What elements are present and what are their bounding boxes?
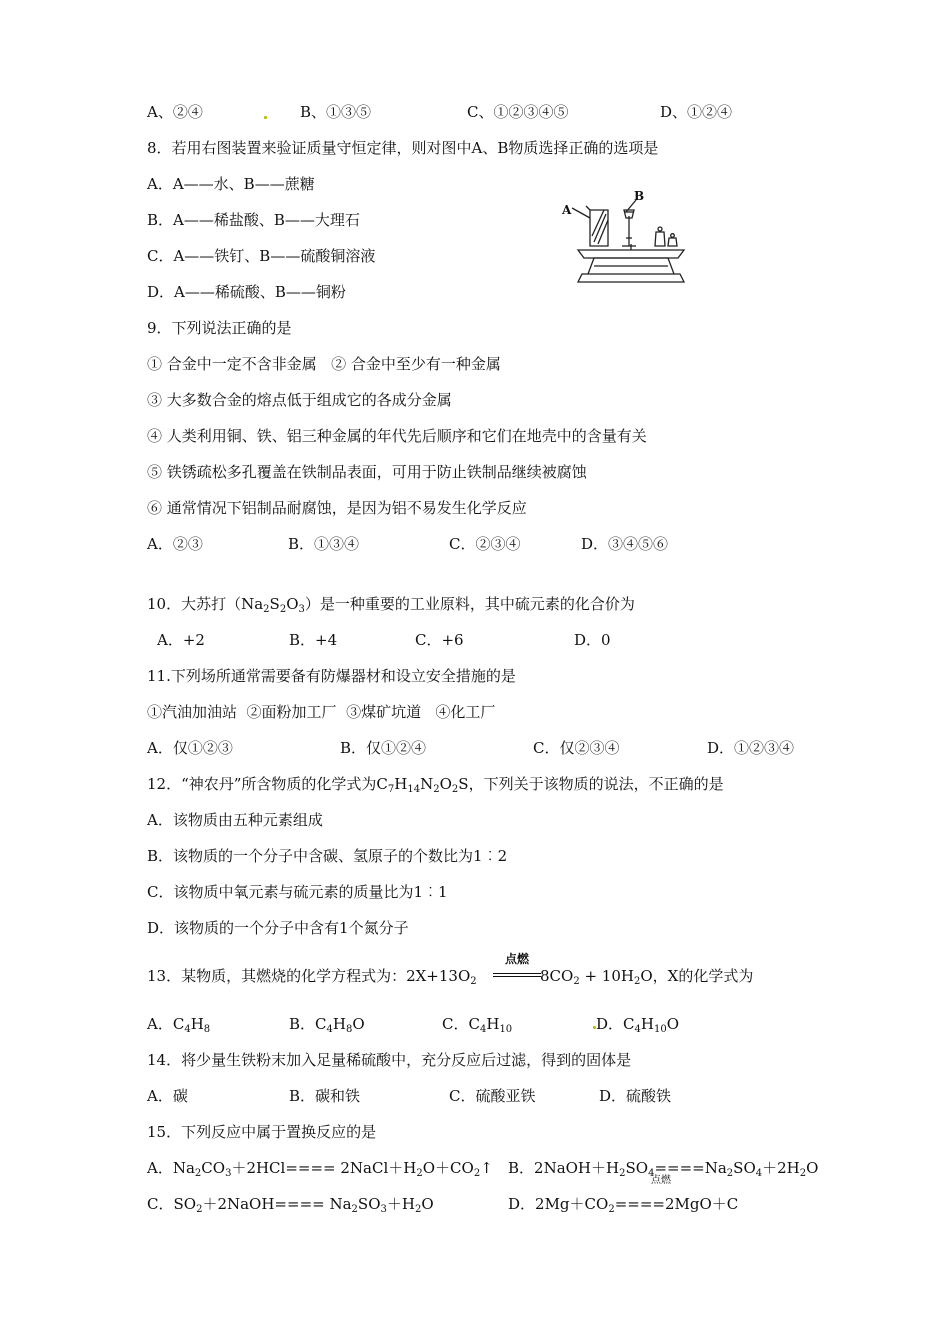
q13-option-b: B．$C_4H_8O$ <box>289 1015 365 1035</box>
q15-option-a: A．$Na_2CO_3+2HCl====$ $2NaCl+H_2O+CO_2↑$ <box>147 1159 493 1179</box>
q9-option-b: B．①③④ <box>288 535 360 553</box>
q8-option-d: D．A——稀硫酸、B——铜粉 <box>147 283 346 301</box>
q11-option-b: B．仅①②④ <box>340 739 427 757</box>
q13-stem-right: $8CO_2 + 10H_2O$，X的化学式为 <box>540 967 754 987</box>
q15-option-b: B．$2NaOH+H_2SO_4====Na_2SO_4+2H_2O$ <box>508 1159 819 1179</box>
q10-option-d: D．0 <box>574 631 611 649</box>
q12-option-b: B．该物质的一个分子中含碳、氢原子的个数比为1︰2 <box>147 847 508 865</box>
q13-option-d: D．$C_4H_{10}O$ <box>596 1015 680 1035</box>
q11-stem: 11.下列场所通常需要备有防爆器材和设立安全措施的是 <box>147 667 516 685</box>
q14-option-d: D．硫酸铁 <box>599 1087 672 1105</box>
q12-stem: 12．“神农丹”所含物质的化学式为$C_7H_{14}N_2O_2S$，下列关于该物质的说法，不正确的是 <box>147 775 724 795</box>
q14-option-b: B．碳和铁 <box>289 1087 361 1105</box>
q10-option-b: B．+4 <box>289 631 338 649</box>
q14-option-c: C．硫酸亚铁 <box>449 1087 536 1105</box>
q14-stem: 14．将少量生铁粉末加入足量稀硫酸中，充分反应后过滤，得到的固体是 <box>147 1051 632 1069</box>
q11-option-d: D．①②③④ <box>707 739 795 757</box>
q9-option-a: A．②③ <box>147 535 203 553</box>
q8-option-c: C．A——铁钉、B——硫酸铜溶液 <box>147 247 376 265</box>
q13-equals-bar-top <box>493 973 541 974</box>
figure-label-a: A <box>562 203 572 217</box>
q15-b-condition: 点燃 <box>651 1175 671 1186</box>
q9-stem: 9．下列说法正确的是 <box>147 319 292 337</box>
q12-option-d: D．该物质的一个分子中含有1个氮分子 <box>147 919 409 937</box>
q11-items: ①汽油加油站 ②面粉加工厂 ③煤矿坑道 ④化工厂 <box>147 703 496 721</box>
q15-stem: 15．下列反应中属于置换反应的是 <box>147 1123 377 1141</box>
q13-stem-left: 13．某物质，其燃烧的化学方程式为：$2X+13O_2$ <box>147 967 477 987</box>
q14-option-a: A．碳 <box>147 1087 188 1105</box>
q9-statement-4: ④ 人类利用铜、铁、铝三种金属的年代先后顺序和它们在地壳中的含量有关 <box>147 427 647 445</box>
q10-option-a: A．+2 <box>157 631 205 649</box>
q7-option-b: B、①③⑤ <box>300 103 372 121</box>
q11-option-a: A．仅①②③ <box>147 739 233 757</box>
q7-option-d: D、①②④ <box>660 103 733 121</box>
q13-equals-bar-bottom <box>493 976 541 977</box>
q13-condition: 点燃 <box>505 952 530 966</box>
q8-option-a: A．A——水、B——蔗糖 <box>147 175 315 193</box>
q12-option-c: C．该物质中氧元素与硫元素的质量比为1︰1 <box>147 883 448 901</box>
q15-option-c: C．$SO_2+2NaOH==== Na_2SO_3+H_2O$ <box>147 1195 434 1215</box>
q10-option-c: C．+6 <box>415 631 464 649</box>
figure-label-b: B <box>634 189 645 203</box>
q9-statement-1-2: ① 合金中一定不含非金属 ② 合金中至少有一种金属 <box>147 355 501 373</box>
q7-option-c: C、①②③④⑤ <box>467 103 569 121</box>
q13-option-c: C．$C_4H_{10}$ <box>442 1015 513 1035</box>
stray-dot <box>264 116 267 119</box>
balance-scale-figure <box>560 188 700 288</box>
q13-option-a: A．$C_4H_8$ <box>147 1015 211 1035</box>
q8-option-b: B．A——稀盐酸、B——大理石 <box>147 211 360 229</box>
q11-option-c: C．仅②③④ <box>533 739 620 757</box>
q9-statement-6: ⑥ 通常情况下铝制品耐腐蚀，是因为铝不易发生化学反应 <box>147 499 527 517</box>
q9-statement-5: ⑤ 铁锈疏松多孔覆盖在铁制品表面，可用于防止铁制品继续被腐蚀 <box>147 463 587 481</box>
q9-option-d: D．③④⑤⑥ <box>581 535 669 553</box>
q7-option-a: A、②④ <box>147 103 203 121</box>
q8-stem: 8．若用右图装置来验证质量守恒定律，则对图中A、B物质选择正确的选项是 <box>147 139 659 157</box>
q10-stem: 10．大苏打$(Na_2S_2O_3)$是一种重要的工业原料，其中硫元素的化合价为 <box>147 595 635 615</box>
q9-statement-3: ③ 大多数合金的熔点低于组成它的各成分金属 <box>147 391 452 409</box>
q12-option-a: A．该物质由五种元素组成 <box>147 811 323 829</box>
q15-option-d: D．$2Mg+CO_2====2MgO+C$ <box>508 1195 739 1215</box>
q9-option-c: C．②③④ <box>449 535 521 553</box>
